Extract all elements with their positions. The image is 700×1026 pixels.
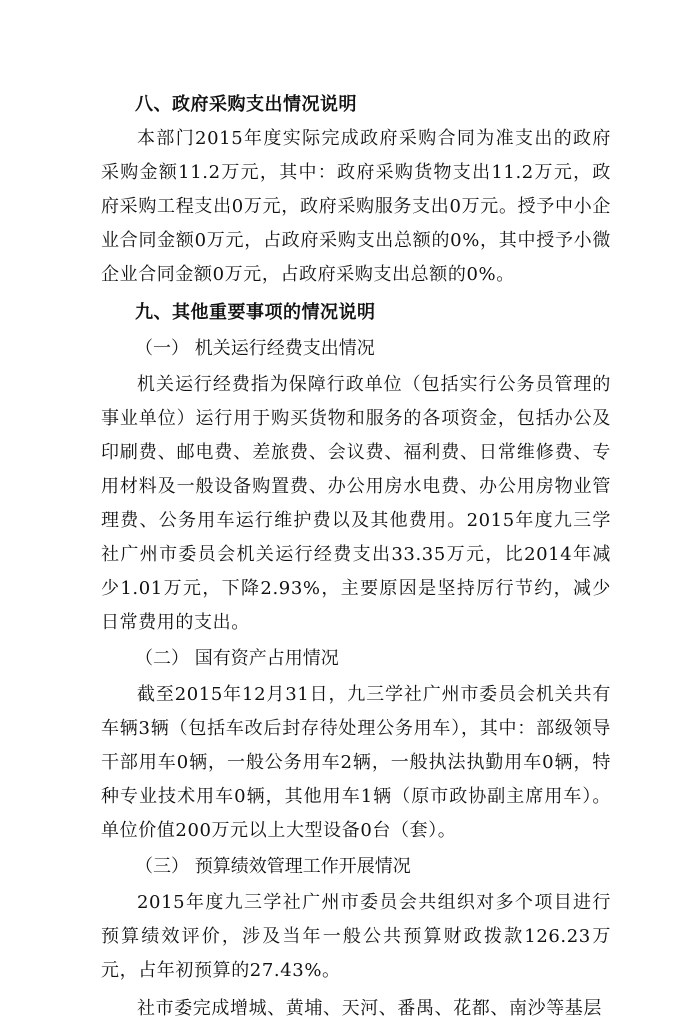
section-8-heading: 八、政府采购支出情况说明 [135,94,357,115]
subsection-2-paragraph: 截至2015年12月31日，九三学社广州市委员会机关共有车辆3辆（包括车改后封存待处理公务用车），其中：部级领导干部用车0辆，一般公务用车2辆，一般执法执勤用车0辆，特种专业技术用车0辆，其他用车1辆（原市政协副主席用车）。单位价值200万元以上大型设备0台（套）。 [101,684,611,841]
subsection-2-heading: （二） 国有资产占用情况 [135,648,339,669]
subsection-3-paragraph-1: 2015年度九三学社广州市委员会共组织对多个项目进行预算绩效评价，涉及当年一般公共预算财政拨款126.23万元，占年初预算的27.43%。 [101,892,611,981]
subsection-3-heading: （三） 预算绩效管理工作开展情况 [135,856,411,877]
subsection-1-paragraph: 机关运行经费指为保障行政单位（包括实行公务员管理的事业单位）运行用于购买货物和服务的各项资金，包括办公及印刷费、邮电费、差旅费、会议费、福利费、日常维修费、专用材料及一般设备购置费、办公用房水电费、办公用房物业管理费、公务用车运行维护费以及其他费用。2015年度九三学社广州市委员会机关运行经费支出33.35万元，比2014年减少1.01万元，下降2.93%，主要原因是坚持厉行节约，减少日常费用的支出。 [101,374,611,633]
subsection-3-paragraph-2: 社市委完成增城、黄埔、天河、番禺、花都、南沙等基层 [137,998,602,1019]
section-8-paragraph: 本部门2015年度实际完成政府采购合同为准支出的政府采购金额11.2万元，其中：政府采购货物支出11.2万元，政府采购工程支出0万元，政府采购服务支出0万元。授予中小企业合同金额0万元，占政府采购支出总额的0%，其中授予小微企业合同金额0万元，占政府采购支出总额的0%。 [101,128,611,285]
subsection-1-heading: （一） 机关运行经费支出情况 [135,338,375,359]
document-body [101,88,611,1026]
section-9-heading: 九、其他重要事项的情况说明 [135,302,376,323]
